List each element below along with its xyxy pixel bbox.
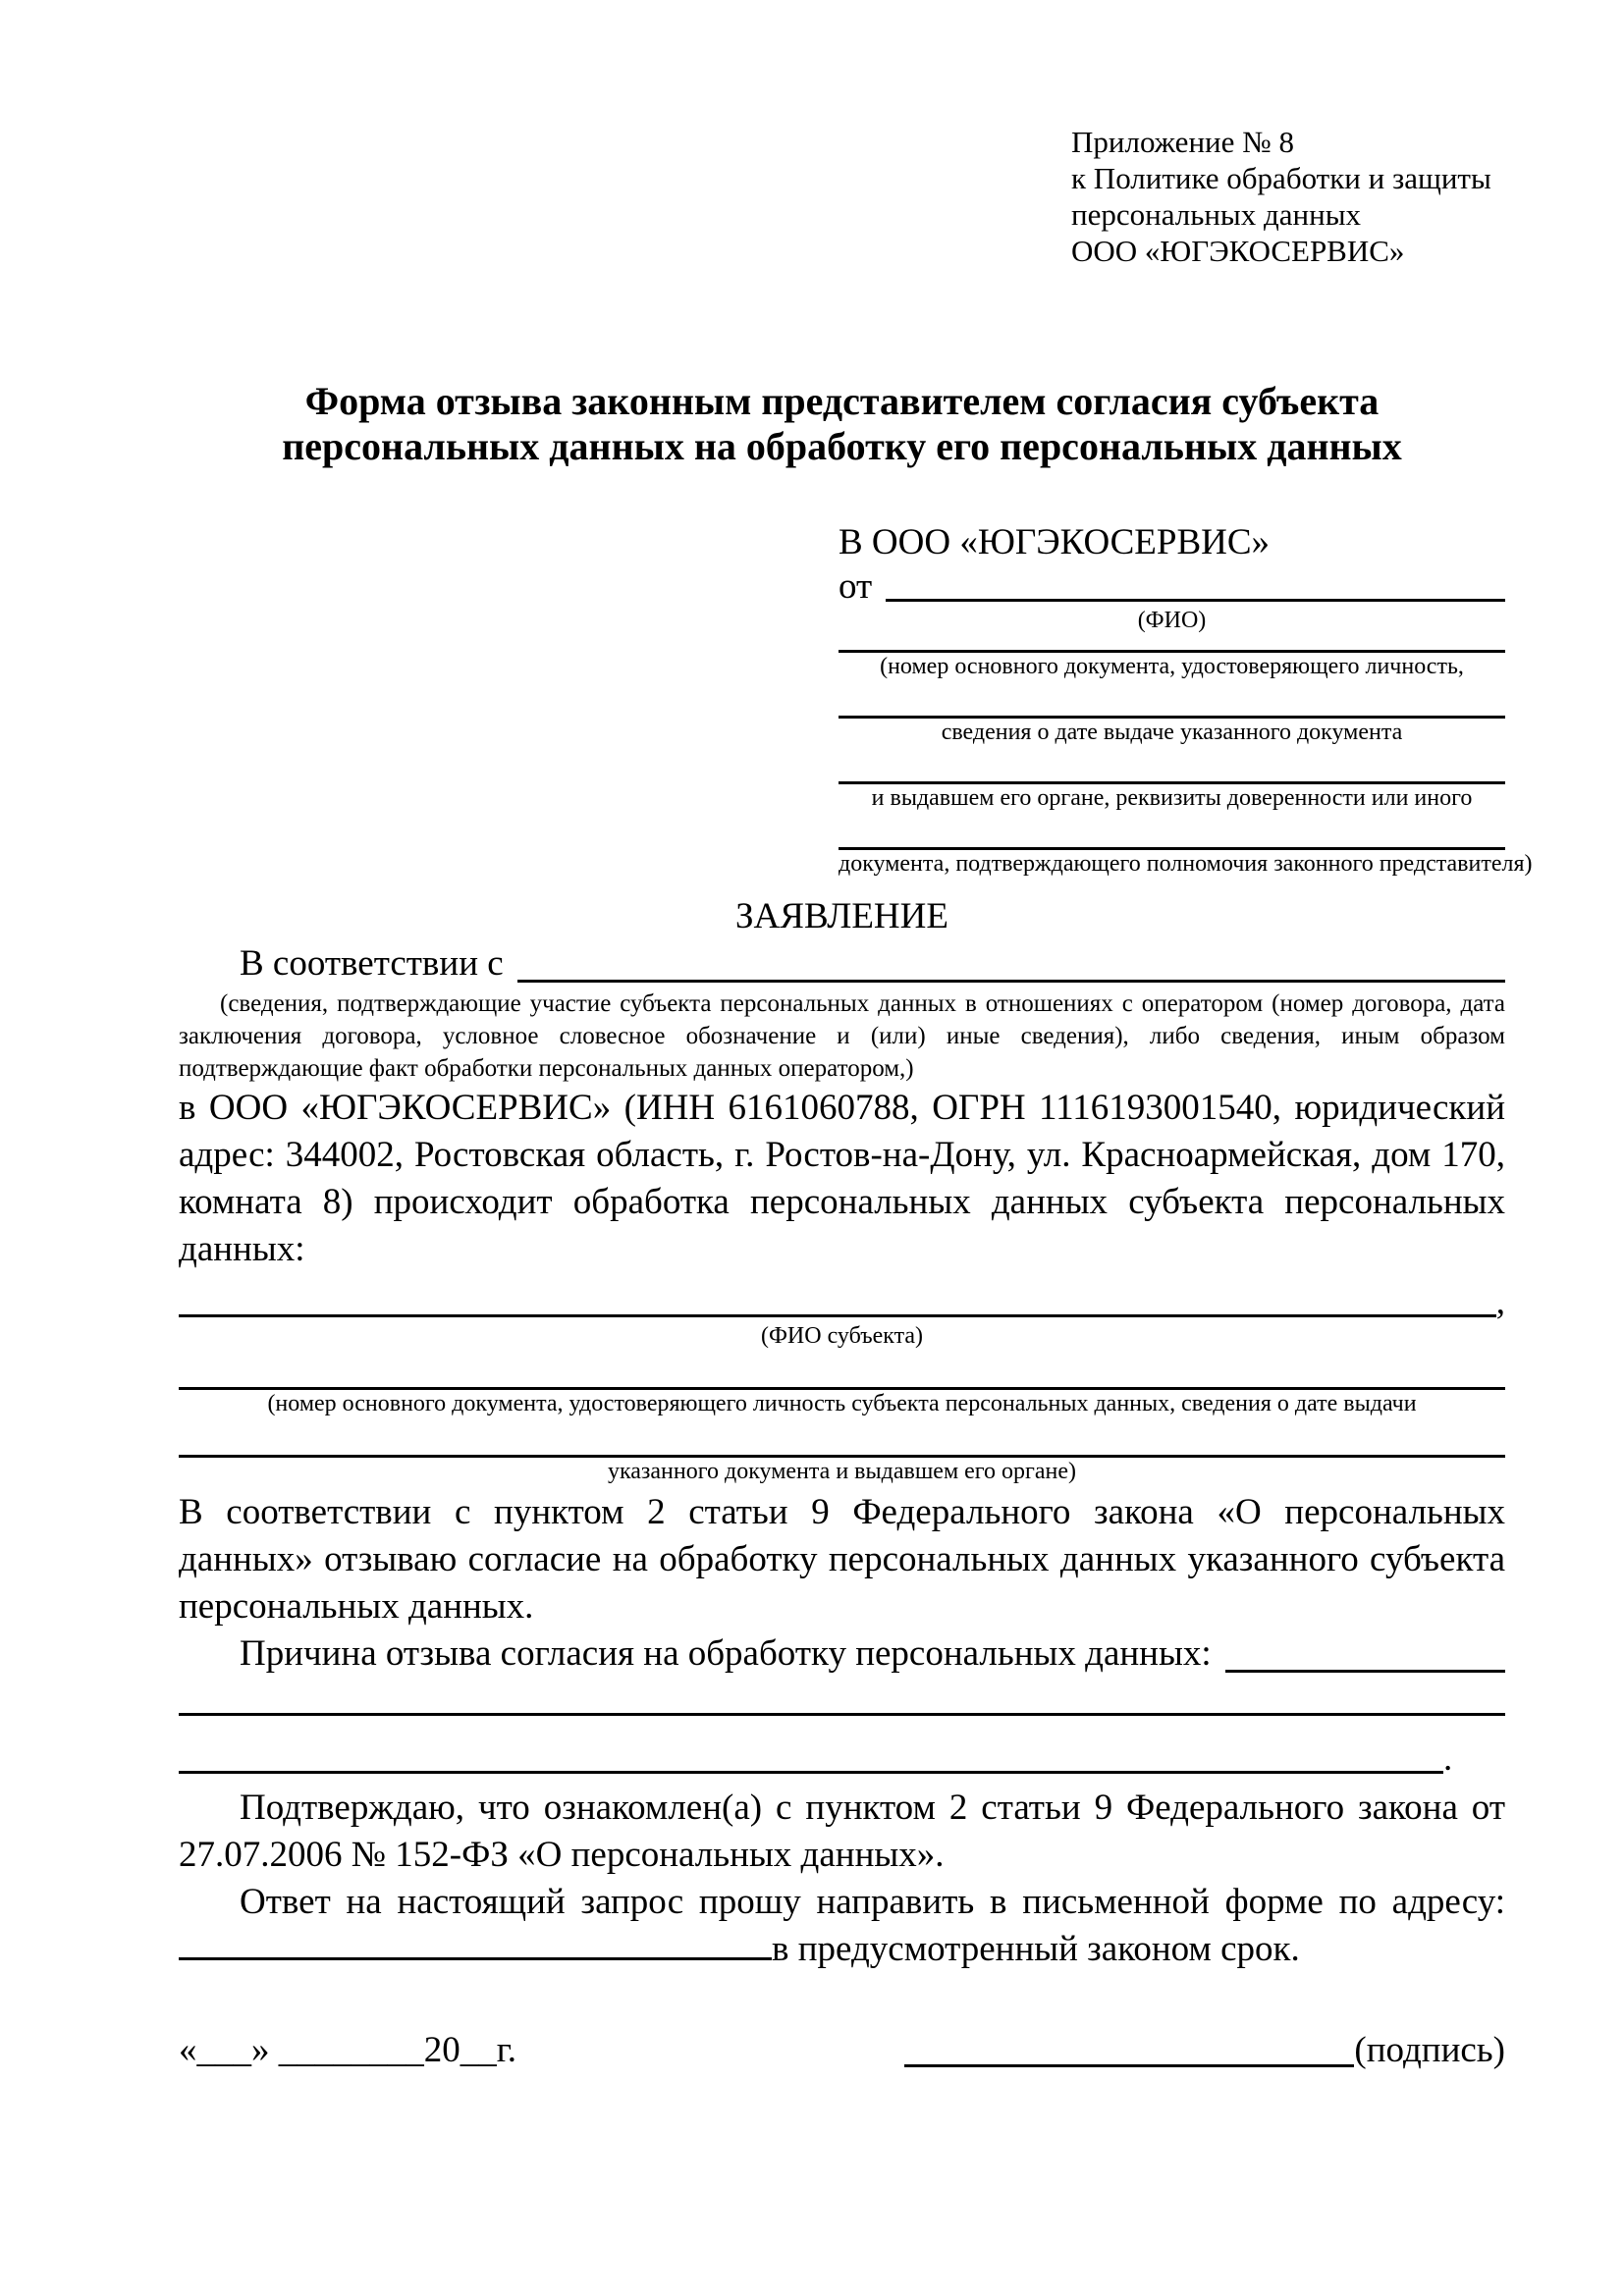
reason-blank-line-3 [179, 1771, 1443, 1774]
doc-issue-date-caption: сведения о дате выдаче указанного документа [941, 720, 1403, 745]
doc-number-blank-line [839, 634, 1505, 653]
addressee-to: В ООО «ЮГЭКОСЕРВИС» [839, 522, 1271, 562]
doc-number-caption: (номер основного документа, удостоверяющего личность, [880, 654, 1464, 679]
addressee-from-row [839, 565, 1505, 607]
subject-doc-blank-line-2 [179, 1427, 1505, 1458]
in-accordance-label: В соответствии с [240, 943, 504, 984]
in-accordance-row [179, 940, 1505, 988]
subject-fio-blank-line [179, 1314, 1496, 1317]
appendix-line: персональных данных [1071, 197, 1362, 232]
subject-fio-caption: (ФИО субъекта) [760, 1323, 924, 1349]
form-title: Форма отзыва законным представителем согласия субъекта персональных данных на обработку его персональных данных [282, 379, 1402, 468]
reply-paragraph [179, 1879, 1505, 1973]
reply-paragraph-text: Ответ на настоящий запрос прошу направить в письменной форме по адресу: [240, 1882, 1505, 1922]
date-line: «___» ________20__г. [179, 2030, 517, 2070]
reason-row [179, 1630, 1505, 1678]
reason-blank-row-3 [179, 1738, 1505, 1779]
document-content [179, 124, 1533, 2073]
doc-issuer-caption: и выдавшем его органе, реквизиты доверенности или иного [871, 785, 1473, 811]
basis-blank-line [517, 980, 1505, 983]
appendix-line: ООО «ЮГЭКОСЕРВИС» [1071, 234, 1405, 268]
reply-tail-text: в предусмотренный законом срок. [772, 1929, 1300, 1969]
subject-doc-blank-line [179, 1360, 1505, 1390]
comma-after-line: , [1495, 1282, 1505, 1322]
statement-heading: ЗАЯВЛЕНИЕ [735, 896, 948, 936]
appendix-line: Приложение № 8 [1071, 125, 1294, 159]
fio-caption: (ФИО) [1137, 608, 1207, 633]
doc-authority-caption: документа, подтверждающего полномочия законного представителя) [839, 851, 1533, 877]
reason-blank-line-2 [179, 1713, 1505, 1716]
subject-doc-caption-2: указанного документа и выдавшем его органе) [607, 1459, 1077, 1484]
addressee-block [839, 520, 1533, 878]
doc-issue-date-blank-line [839, 680, 1505, 719]
reason-blank-line [1225, 1670, 1505, 1673]
doc-issuer-blank-line [839, 746, 1505, 784]
reply-address-blank-line [179, 1954, 772, 1960]
from-fio-blank-line [886, 599, 1505, 602]
appendix-line: к Политике обработки и защиты [1071, 161, 1491, 195]
basis-caption: (сведения, подтверждающие участие субъекта персональных данных в отношениях с оператором (номер договора, дата заключения договора, условное словесное обозначение и (или) иные сведения), либо сведения, иным образом подтверждающие факт обработки персональных данных оператором,) [179, 990, 1505, 1082]
signature-group [904, 2028, 1505, 2073]
subject-doc-caption-1: (номер основного документа, удостоверяющего личность субъекта персональных данных, сведения о дате выдачи [267, 1391, 1417, 1416]
signature-blank-line [904, 2064, 1354, 2067]
footer-row [179, 2028, 1505, 2073]
appendix-block [1071, 124, 1505, 269]
withdraw-paragraph: В соответствии с пунктом 2 статьи 9 Федерального закона «О персональных данных» отзываю согласие на обработку персональных данных указанного субъекта персональных данных. [179, 1492, 1505, 1627]
signature-caption: (подпись) [1354, 2030, 1505, 2070]
operator-paragraph: в ООО «ЮГЭКОСЕРВИС» (ИНН 6161060788, ОГРН 1116193001540, юридический адрес: 344002, Ростовская область, г. Ростов-на-Дону, ул. Красноармейская, дом 170, комната 8) происходит обработка персональных данных субъекта персональных данных: [179, 1088, 1505, 1269]
from-label: от [839, 566, 873, 607]
confirm-paragraph: Подтверждаю, что ознакомлен(а) с пунктом 2 статьи 9 Федерального закона от 27.07.2006 № 152-ФЗ «О персональных данных». [179, 1788, 1505, 1875]
period-after-line: . [1443, 1738, 1453, 1779]
reason-label: Причина отзыва согласия на обработку персональных данных: [240, 1633, 1212, 1674]
doc-authority-blank-line [839, 812, 1505, 850]
subject-fio-blank-row [179, 1282, 1505, 1322]
